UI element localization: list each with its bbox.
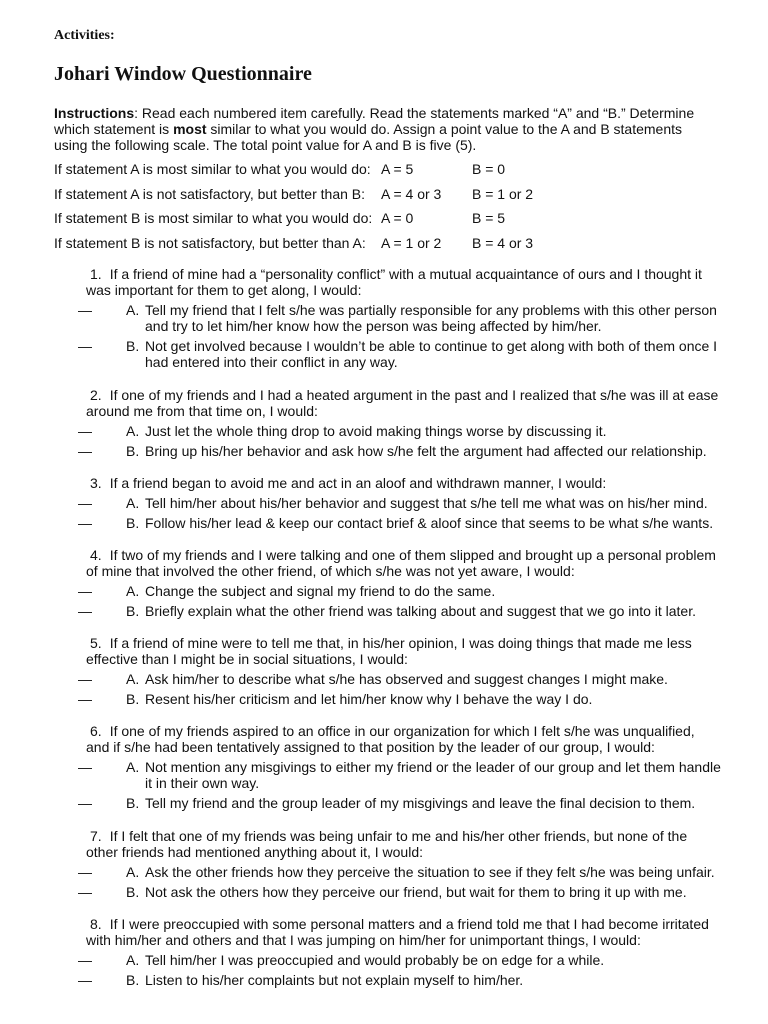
question-stem — [0, 635, 768, 667]
question-text: of mine that involved the other friend, of which s/he was not yet aware, I would: — [86, 563, 575, 579]
answer-option-b — [0, 795, 768, 811]
scale-b-value: B = 0 — [472, 161, 506, 177]
score-blank[interactable]: — — [78, 972, 92, 988]
scale-b-value: B = 4 or 3 — [472, 234, 534, 251]
question-stem-line — [0, 403, 768, 419]
instructions-text: which statement is — [54, 121, 174, 137]
scale-a-value: A = 4 or 3 — [381, 185, 442, 202]
question-text: was important for them to get along, I would: — [86, 282, 362, 298]
score-blank[interactable]: — — [78, 759, 92, 775]
score-blank[interactable]: — — [78, 443, 92, 459]
question-stem-line — [0, 828, 768, 844]
option-text: Ask the other friends how they perceive the situation to see if they felt s/he was being unfair. — [145, 864, 715, 880]
option-text: Ask him/her to describe what s/he has observed and suggest changes I might make. — [145, 671, 668, 687]
option-text: Tell him/her about his/her behavior and suggest that s/he tell me what was on his/her mind. — [145, 495, 708, 511]
question-stem — [0, 387, 768, 419]
scale-condition: If statement B is most similar to what you would do: — [54, 210, 373, 226]
score-blank[interactable]: — — [78, 515, 92, 531]
question-stem — [0, 828, 768, 860]
question-number: 7. — [90, 828, 102, 844]
question-number: 6. — [90, 723, 102, 739]
score-blank[interactable]: — — [78, 603, 92, 619]
question-item — [0, 916, 768, 988]
answer-option-a — [0, 495, 768, 511]
answer-option-b — [0, 338, 768, 370]
question-item — [0, 635, 768, 707]
option-letter: B. — [126, 884, 140, 900]
option-text: and try to let him/her know how the person was being affected by him/her. — [145, 318, 602, 334]
question-item — [0, 266, 768, 370]
option-letter: A. — [126, 864, 140, 880]
option-text: Follow his/her lead & keep our contact brief & aloof since that seems to be what s/he wants. — [145, 515, 714, 531]
scale-a-value: A = 5 — [381, 161, 414, 177]
option-letter: B. — [126, 443, 140, 459]
page-title: Johari Window Questionnaire — [54, 63, 312, 85]
score-blank[interactable]: — — [78, 795, 92, 811]
question-stem — [0, 916, 768, 948]
score-blank[interactable]: — — [78, 302, 92, 318]
option-text: Not get involved because I wouldn’t be able to continue to get along with both of them once I — [145, 338, 718, 354]
question-stem-line — [0, 266, 768, 282]
answer-option-b — [0, 884, 768, 900]
scale-condition: If statement A is most similar to what you would do: — [54, 161, 371, 177]
question-text: If a friend began to avoid me and act in an aloof and withdrawn manner, I would: — [109, 475, 607, 491]
question-stem-line — [0, 563, 768, 579]
answer-option-b — [0, 603, 768, 619]
question-text: with him/her and others and that I was jumping on him/her for unimportant things, I would: — [86, 932, 641, 948]
question-stem-line — [0, 932, 768, 948]
question-stem-line — [0, 844, 768, 860]
question-number: 8. — [90, 916, 102, 932]
scale-b-value: B = 5 — [472, 210, 506, 226]
question-text: If one of my friends aspired to an office in our organization for which I felt s/he was unqualified, — [109, 723, 695, 739]
question-stem-line — [0, 739, 768, 755]
question-stem — [0, 547, 768, 579]
option-letter: A. — [126, 952, 140, 968]
question-text: If I were preoccupied with some personal matters and a friend told me that I had become irritated — [109, 916, 709, 932]
score-blank[interactable]: — — [78, 864, 92, 880]
option-text: it in their own way. — [145, 775, 260, 791]
option-text: Change the subject and signal my friend to do the same. — [145, 583, 496, 599]
score-blank[interactable]: — — [78, 338, 92, 354]
option-letter: B. — [126, 795, 140, 811]
question-stem — [0, 723, 768, 755]
option-text: had entered into their conflict in any way. — [145, 354, 398, 370]
option-text: Listen to his/her complaints but not explain myself to him/her. — [145, 972, 524, 988]
answer-option-a — [0, 759, 768, 791]
question-stem-line — [0, 723, 768, 739]
option-letter: B. — [126, 338, 140, 354]
question-text: If I felt that one of my friends was being unfair to me and his/her other friends, but none of the — [109, 828, 688, 844]
question-number: 1. — [90, 266, 102, 282]
question-number: 5. — [90, 635, 102, 651]
option-letter: B. — [126, 691, 140, 707]
option-text: Not ask the others how they perceive our friend, but wait for them to bring it up with me. — [145, 884, 687, 900]
question-stem — [0, 266, 768, 298]
question-number: 2. — [90, 387, 102, 403]
option-letter: A. — [126, 495, 140, 511]
instructions-line-3: using the following scale. The total point value for A and B is five (5). — [54, 137, 477, 153]
question-text: other friends had mentioned anything about it, I would: — [86, 844, 423, 860]
question-number: 3. — [90, 475, 102, 491]
question-item — [0, 723, 768, 811]
question-text: If a friend of mine were to tell me that, in his/her opinion, I was doing things that made me less — [109, 635, 692, 651]
scale-row — [54, 235, 714, 260]
answer-option-a — [0, 864, 768, 880]
option-letter: A. — [126, 759, 140, 775]
score-blank[interactable]: — — [78, 583, 92, 599]
question-item — [0, 547, 768, 619]
question-stem-line — [0, 635, 768, 651]
question-item — [0, 387, 768, 459]
instructions-text: : Read each numbered item carefully. Read the statements marked “A” and “B.” Determine — [134, 105, 695, 121]
answer-option-b — [0, 691, 768, 707]
question-text: effective than I might be in social situations, I would: — [86, 651, 408, 667]
question-stem-line — [0, 475, 768, 491]
option-letter: B. — [126, 603, 140, 619]
option-text: Briefly explain what the other friend was talking about and suggest that we go into it later. — [145, 603, 696, 619]
answer-option-b — [0, 972, 768, 988]
scale-row — [54, 161, 714, 186]
option-letter: B. — [126, 972, 140, 988]
answer-option-a — [0, 423, 768, 439]
score-blank[interactable]: — — [78, 495, 92, 511]
question-stem-line — [0, 547, 768, 563]
option-letter: A. — [126, 423, 140, 439]
scale-row — [54, 210, 714, 235]
instructions-text: similar to what you would do. Assign a point value to the A and B statements — [206, 121, 683, 137]
answer-option-b — [0, 515, 768, 531]
scale-condition: If statement B is not satisfactory, but better than A: — [54, 234, 366, 251]
question-text: If one of my friends and I had a heated argument in the past and I realized that s/he was ill at ease — [109, 387, 719, 403]
scale-a-value: A = 1 or 2 — [381, 234, 442, 251]
score-blank[interactable]: — — [78, 952, 92, 968]
question-number: 4. — [90, 547, 102, 563]
answer-option-b — [0, 443, 768, 459]
score-blank[interactable]: — — [78, 691, 92, 707]
answer-option-a — [0, 583, 768, 599]
emphasis-most: most — [173, 121, 207, 137]
option-text: Tell my friend and the group leader of my misgivings and leave the final decision to them. — [145, 795, 696, 811]
question-item — [0, 475, 768, 531]
instructions-paragraph — [54, 105, 714, 153]
instructions-line-1 — [54, 105, 714, 121]
option-letter: A. — [126, 302, 140, 318]
option-letter: B. — [126, 515, 140, 531]
question-stem — [0, 475, 768, 491]
scale-b-value: B = 1 or 2 — [472, 185, 534, 202]
scale-row — [54, 186, 714, 211]
scale-condition: If statement A is not satisfactory, but better than B: — [54, 185, 366, 202]
scoring-scale — [54, 161, 714, 259]
option-text: Just let the whole thing drop to avoid making things worse by discussing it. — [145, 423, 607, 439]
option-text: Tell him/her I was preoccupied and would probably be on edge for a while. — [145, 952, 605, 968]
option-text: Bring up his/her behavior and ask how s/he felt the argument had affected our relationship. — [145, 443, 707, 459]
question-stem-line — [0, 282, 768, 298]
question-text: If two of my friends and I were talking and one of them slipped and brought up a personal problem — [109, 547, 716, 563]
answer-option-a — [0, 952, 768, 968]
question-stem-line — [0, 916, 768, 932]
option-text: Resent his/her criticism and let him/her know why I behave the way I do. — [145, 691, 593, 707]
question-text: and if s/he had been tentatively assigned to that position by the leader of our group, I would: — [86, 739, 655, 755]
question-stem-line — [0, 387, 768, 403]
score-blank[interactable]: — — [78, 671, 92, 687]
score-blank[interactable]: — — [78, 423, 92, 439]
question-text: If a friend of mine had a “personality conflict” with a mutual acquaintance of ours and I thought it — [109, 266, 702, 282]
option-text: Tell my friend that I felt s/he was partially responsible for any problems with this other person — [145, 302, 717, 318]
question-stem-line — [0, 651, 768, 667]
instructions-label: Instructions — [54, 105, 135, 121]
option-text: Not mention any misgivings to either my friend or the leader of our group and let them handle — [145, 759, 721, 775]
score-blank[interactable]: — — [78, 884, 92, 900]
answer-option-a — [0, 302, 768, 334]
answer-option-a — [0, 671, 768, 687]
activities-heading: Activities: — [54, 28, 115, 43]
option-letter: A. — [126, 671, 140, 687]
question-item — [0, 828, 768, 900]
instructions-line-2 — [54, 121, 714, 137]
scale-a-value: A = 0 — [381, 210, 414, 226]
question-text: around me from that time on, I would: — [86, 403, 318, 419]
option-letter: A. — [126, 583, 140, 599]
